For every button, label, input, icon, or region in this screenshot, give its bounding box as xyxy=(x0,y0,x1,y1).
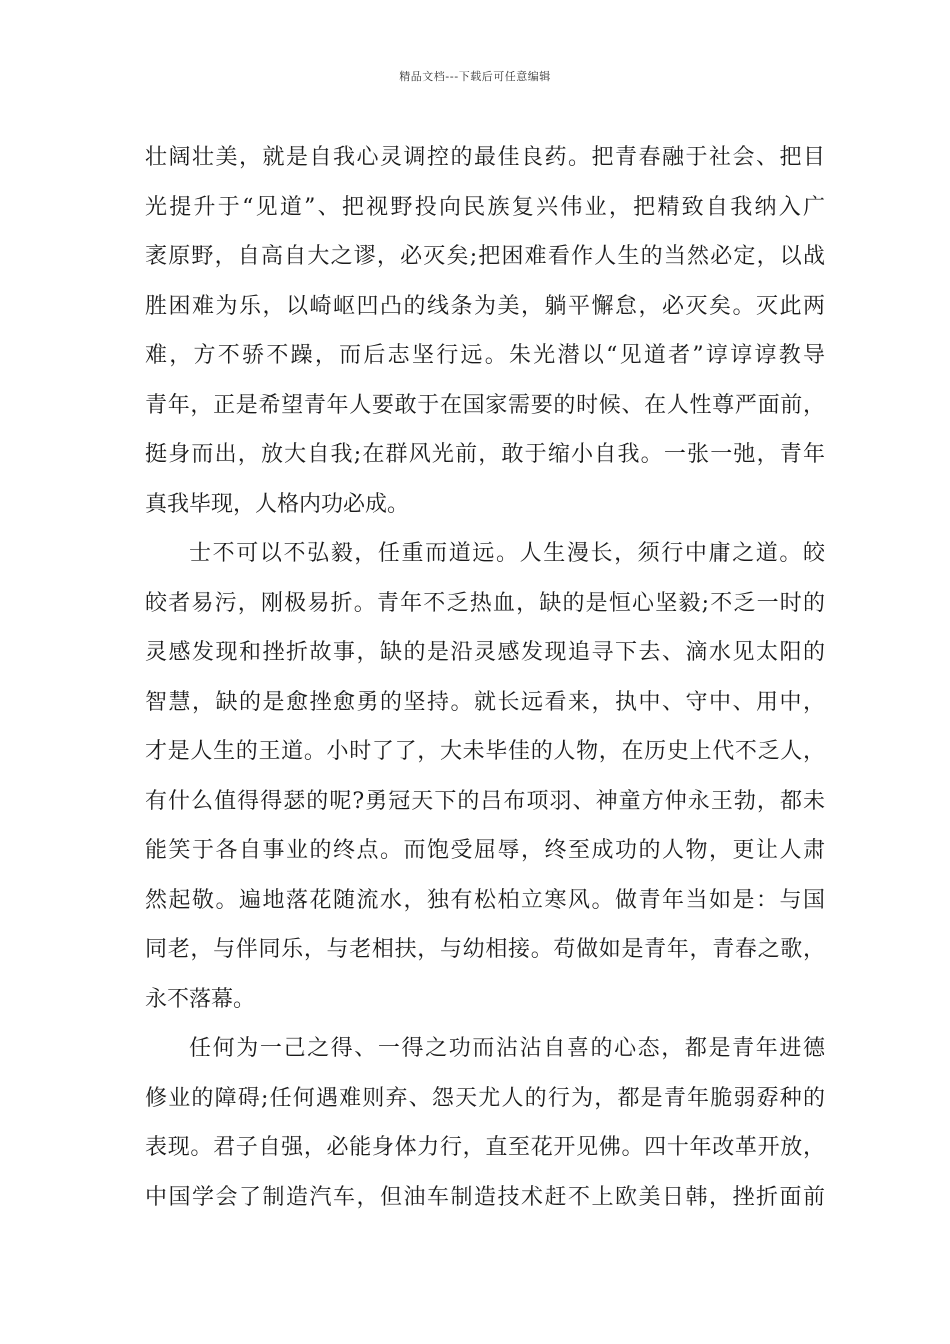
text-line: 然起敬。遍地落花随流水，独有松柏立寒风。做青年当如是：与国 xyxy=(145,887,825,913)
text-line: 难，方不骄不躁，而后志坚行远。朱光潜以“见道者”谆谆谆教导 xyxy=(145,343,825,368)
text-line: 士不可以不弘毅，任重而道远。人生漫长，须行中庸之道。皎 xyxy=(189,541,825,566)
paragraph-1 xyxy=(145,133,825,529)
text-line: 皎者易污，刚极易折。青年不乏热血，缺的是恒心坚毅;不乏一时的 xyxy=(145,590,825,616)
text-line: 袤原野，自高自大之谬，必灭矣;把困难看作人生的当然必定，以战 xyxy=(145,244,825,269)
text-line: 真我毕现，人格内功必成。 xyxy=(145,491,410,517)
text-line: 胜困难为乐，以崎岖凹凸的线条为美，躺平懈怠，必灭矣。灭此两 xyxy=(145,293,825,319)
text-line: 壮阔壮美，就是自我心灵调控的最佳良药。把青春融于社会、把目 xyxy=(145,145,825,170)
text-line: 青年，正是希望青年人要敢于在国家需要的时候、在人性尊严面前， xyxy=(145,392,825,418)
text-line: 灵感发现和挫折故事，缺的是沿灵感发现追寻下去、滴水见太阳的 xyxy=(145,640,825,665)
text-line: 智慧，缺的是愈挫愈勇的坚持。就长远看来，执中、守中、用中， xyxy=(145,689,825,715)
text-line: 有什么值得得瑟的呢?勇冠天下的吕布项羽、神童方仲永王勃，都未 xyxy=(145,788,825,814)
document-body xyxy=(145,133,825,1222)
paragraph-3 xyxy=(145,1024,825,1222)
text-line: 修业的障碍;任何遇难则弃、怨天尤人的行为，都是青年脆弱孬种的 xyxy=(145,1085,825,1111)
text-line: 中国学会了制造汽车，但油车制造技术赶不上欧美日韩，挫折面前 xyxy=(145,1184,825,1210)
text-line: 永不落幕。 xyxy=(145,986,256,1012)
paragraph-2 xyxy=(145,529,825,1024)
page-header: 精品文档---下载后可任意编辑 xyxy=(399,70,551,83)
text-line: 挺身而出，放大自我;在群风光前，敢于缩小自我。一张一弛，青年 xyxy=(145,442,825,467)
text-line: 光提升于“见道”、把视野投向民族复兴伟业，把精致自我纳入广 xyxy=(145,194,825,220)
text-line: 能笑于各自事业的终点。而饱受屈辱，终至成功的人物，更让人肃 xyxy=(145,838,825,863)
text-line: 表现。君子自强，必能身体力行，直至花开见佛。四十年改革开放， xyxy=(145,1135,825,1160)
text-line: 任何为一己之得、一得之功而沾沾自喜的心态，都是青年进德 xyxy=(189,1036,825,1061)
text-line: 才是人生的王道。小时了了，大未毕佳的人物，在历史上代不乏人， xyxy=(145,739,825,764)
text-line: 同老，与伴同乐，与老相扶，与幼相接。苟做如是青年，青春之歌， xyxy=(145,937,825,962)
